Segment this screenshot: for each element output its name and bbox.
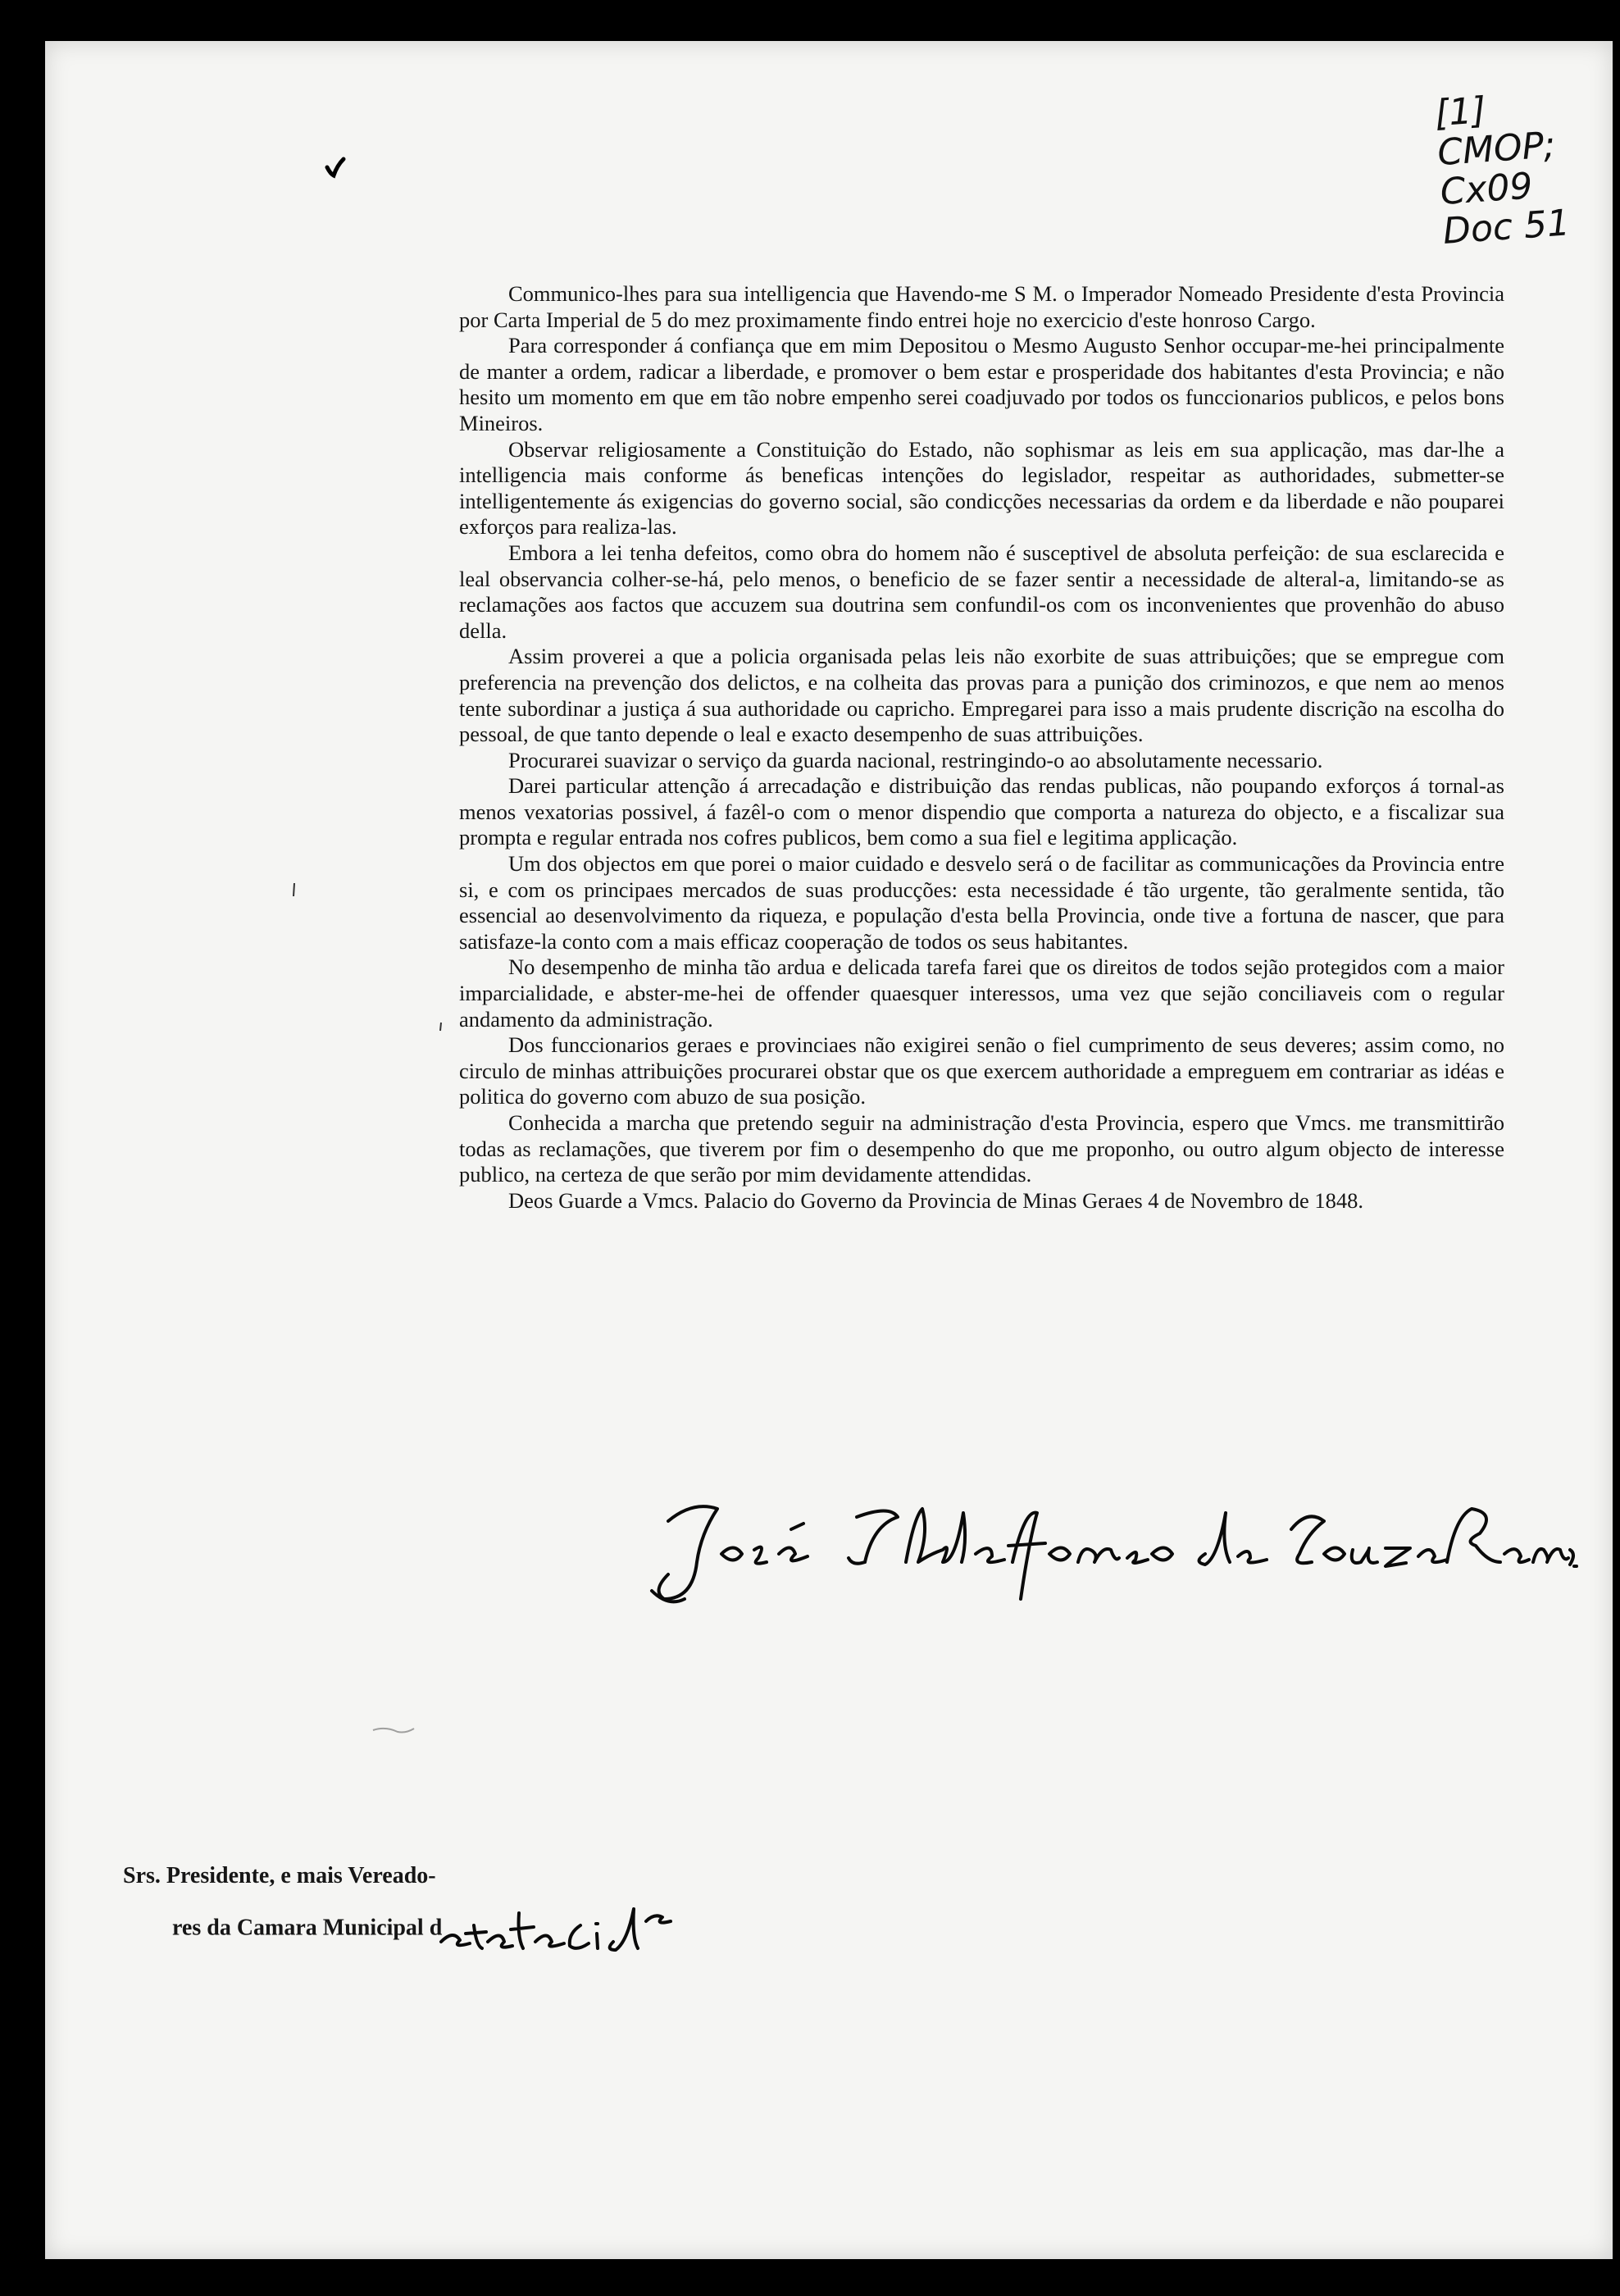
addressee-block bbox=[123, 1852, 861, 1958]
archive-line-2: CMOP; bbox=[1436, 124, 1557, 175]
handwritten-signature bbox=[619, 1484, 1578, 1607]
paragraph-5: Assim proverei a que a policia organisada pelas leis não exorbite de suas attribuições; que se empregue com preferencia na prevenção dos delictos, e na colheita das provas para a punição dos criminozos, e que nem ao menos tente subordinar a justiça á sua authoridade ou capricho. Empregarei para isso a mais prudente discrição na escolha do pessoal, de que tanto depende o leal e exacto desempenho de suas attribuições. bbox=[459, 644, 1504, 747]
addressee-line-2-text: res da Camara Municipal d bbox=[172, 1915, 443, 1941]
ink-smudge bbox=[369, 1722, 418, 1738]
closing-paragraph: Deos Guarde a Vmcs. Palacio do Governo da Provincia de Minas Geraes 4 de Novembro de 1848. bbox=[508, 1187, 1364, 1213]
ink-tick-mark bbox=[322, 156, 347, 180]
handwritten-place-name bbox=[437, 1901, 691, 1958]
paragraph-7: Darei particular attenção á arrecadação e distribuição das rendas publicas, não poupando exforços á tornal-as menos vexatorias possivel, á fazêl-o com o menor dispendio que comporta a natureza do objecto, e a fiscalizar sua prompta e regular entrada nos cofres publicos, bem como a sua fiel e legitima applicação. bbox=[459, 773, 1504, 850]
margin-mark-2 bbox=[439, 1021, 444, 1032]
paragraph-11: Conhecida a marcha que pretendo seguir na administração d'esta Provincia, espero que Vmcs. me transmittirão todas as reclamações, que tiverem por fim o desempenho do que me proponho, ou outro algum objecto de interesse publico, na certeza de que serão por mim devidamente attendidas. bbox=[459, 1110, 1504, 1187]
document-page bbox=[45, 41, 1613, 2259]
paragraph-3: Observar religiosamente a Constituição do Estado, não sophismar as leis em sua applicação, mas dar-lhe a intelligencia mais conforme ás beneficas intenções do legislador, respeitar as authoridades, submetter-se intelligentemente ás exigencias do governo social, são condicções necessarias da ordem e da liberdade e não pouparei exforços para realiza-las. bbox=[459, 436, 1504, 540]
letter-body bbox=[459, 281, 1504, 1214]
archive-line-4: Doc 51 bbox=[1441, 202, 1572, 253]
paragraph-10: Dos funccionarios geraes e provinciaes não exigirei senão o fiel cumprimento de seus deveres; assim como, no circulo de minhas attribuições procurarei obstar que os que exercem authoridade a empreguem em contrariar as idéas e politica do governo com abuzo de sua posição. bbox=[459, 1032, 1504, 1109]
paragraph-8: Um dos objectos em que porei o maior cuidado e desvelo será o de facilitar as communicações da Provincia entre si, e com os principaes mercados de suas producções: esta necessidade é tão urgente, tão geralmente sentida, tão essencial ao desenvolvimento da riqueza, e população d'esta bella Provincia, onde tive a fortuna de nascer, que para satisfaze-la conto com a mais efficaz cooperação de todos os seus habitantes. bbox=[459, 851, 1504, 954]
paragraph-9: No desempenho de minha tão ardua e delicada tarefa farei que os direitos de todos sejão protegidos com a maior imparcialidade, e abster-me-hei de offender quaesquer interessos, uma vez que sejão conciliaveis com o regular andamento da administração. bbox=[459, 954, 1504, 1032]
addressee-line-1: Srs. Presidente, e mais Vereado- bbox=[123, 1863, 436, 1888]
paragraph-1: Communico-lhes para sua intelligencia que Havendo-me S M. o Imperador Nomeado Presidente d'esta Provincia por Carta Imperial de 5 do mez proximamente findo entrei hoje no exercicio d'este honroso Cargo. bbox=[459, 281, 1504, 332]
paragraph-2: Para corresponder á confiança que em mim Depositou o Mesmo Augusto Senhor occupar-me-hei principalmente de manter a ordem, radicar a liberdade, e promover o bem estar e prosperidade dos habitantes d'esta Provincia; e não hesito um momento em que em tão nobre empenho serei coadjuvado por todos os funccionarios publicos, e pelos bons Mineiros. bbox=[459, 333, 1504, 435]
archive-line-1: [1] bbox=[1433, 89, 1488, 135]
paragraph-6: Procurarei suavizar o serviço da guarda nacional, restringindo-o ao absolutamente necessario. bbox=[508, 747, 1323, 772]
margin-mark bbox=[291, 882, 298, 898]
addressee-line-2 bbox=[123, 1901, 861, 1958]
archive-line-3: Cx09 bbox=[1439, 165, 1535, 214]
archive-reference-note bbox=[1433, 86, 1572, 253]
paragraph-4: Embora a lei tenha defeitos, como obra do homem não é susceptivel de absoluta perfeição: de sua esclarecida e leal observancia colher-se-há, pelo menos, o beneficio de se fazer sentir a necessidade de alteral-a, limitando-se as reclamações aos factos que accuzem sua doutrina sem confundil-os com os inconvenientes que provenhão do abuso della. bbox=[459, 540, 1504, 643]
